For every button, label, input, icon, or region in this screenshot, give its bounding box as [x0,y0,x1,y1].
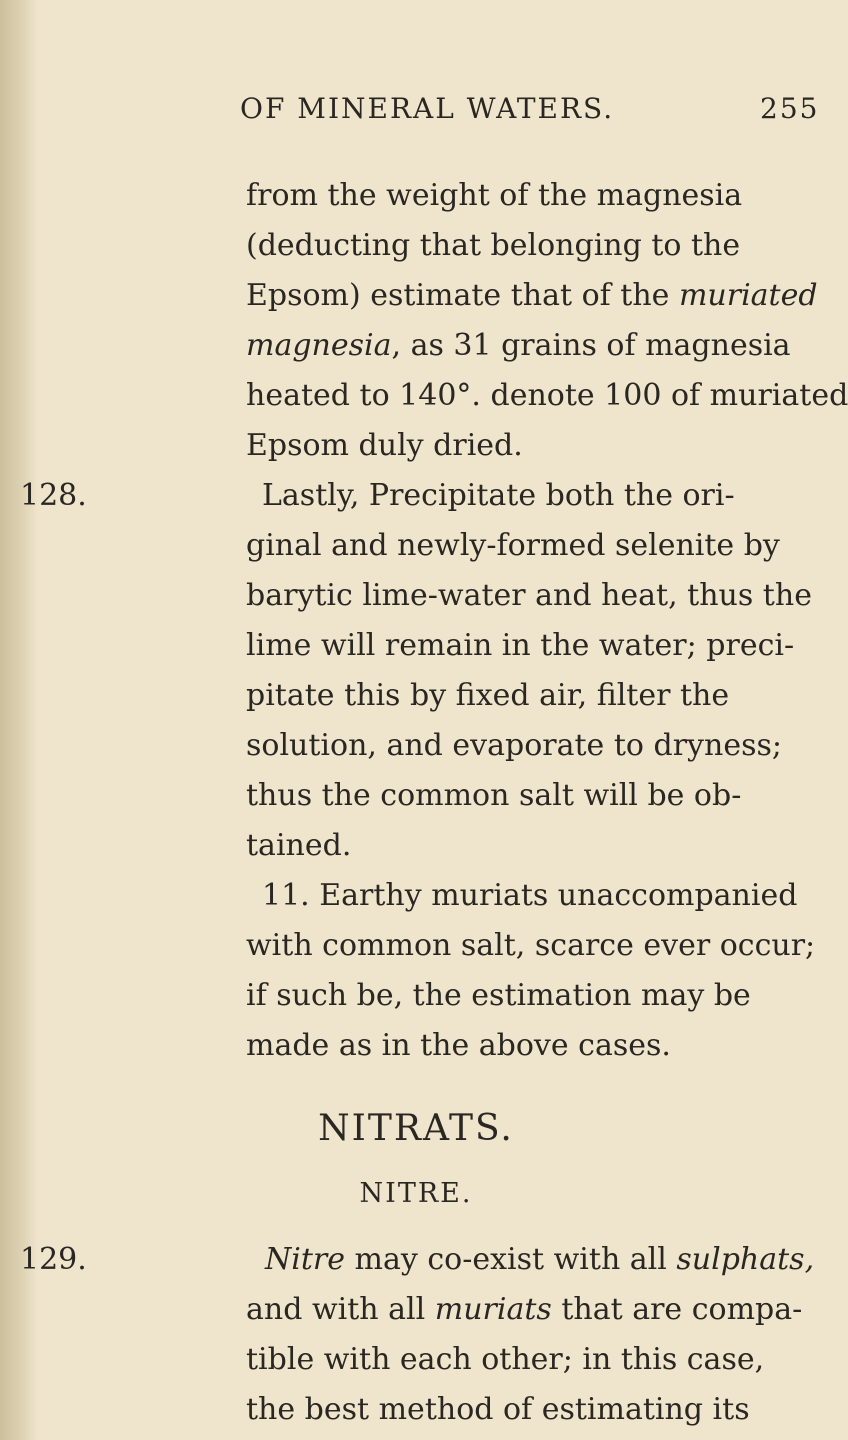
text-line: with common salt, scarce ever occur; [246,928,816,963]
text-line [265,1236,815,1284]
italic-word: Nitre [265,1242,345,1277]
text-line: thus the common salt will be ob- [246,778,742,813]
text-line: barytic lime-water and heat, thus the [246,578,812,613]
margin-number: 129. [20,1242,87,1277]
text-line: lime will remain in the water; preci- [246,628,795,663]
text-fragment: that are compa- [551,1292,803,1327]
text-line [246,1286,803,1334]
text-line: heated to 140°. denote 100 of muriated [246,378,848,413]
italic-word: magnesia [246,328,392,363]
text-line [246,322,791,370]
text-line: from the weight of the magnesia [246,178,743,213]
italic-word: muriated [678,278,818,313]
text-line: (deducting that belonging to the [246,228,741,263]
text-line: Lastly, Precipitate both the ori- [262,478,735,513]
page-number: 255 [760,92,820,125]
text-line: ginal and newly-formed selenite by [246,528,780,563]
text-line: 11. Earthy muriats unaccompanied [262,878,798,913]
text-fragment: , as 31 grains of magnesia [391,328,791,363]
text-line: the best method of estimating its [246,1392,750,1427]
text-line: pitate this by fixed air, filter the [246,678,730,713]
text-fragment: and with all [246,1292,435,1327]
italic-word: muriats [434,1292,552,1327]
italic-word: sulphats, [676,1242,815,1277]
subsection-heading: NITRE. [359,1178,473,1209]
section-heading: NITRATS. [318,1108,514,1149]
text-line: solution, and evaporate to dryness; [246,728,782,763]
running-head-title: OF MINERAL WATERS. [240,92,615,125]
text-line: made as in the above cases. [246,1028,671,1063]
text-fragment: may co-exist with all [345,1242,677,1277]
text-line [246,272,818,320]
text-line: if such be, the estimation may be [246,978,751,1013]
text-line: tible with each other; in this case, [246,1342,765,1377]
text-line: Epsom duly dried. [246,428,523,463]
margin-number: 128. [20,478,87,513]
text-line: tained. [246,828,352,863]
text-fragment: Epsom) estimate that of the [246,278,679,313]
